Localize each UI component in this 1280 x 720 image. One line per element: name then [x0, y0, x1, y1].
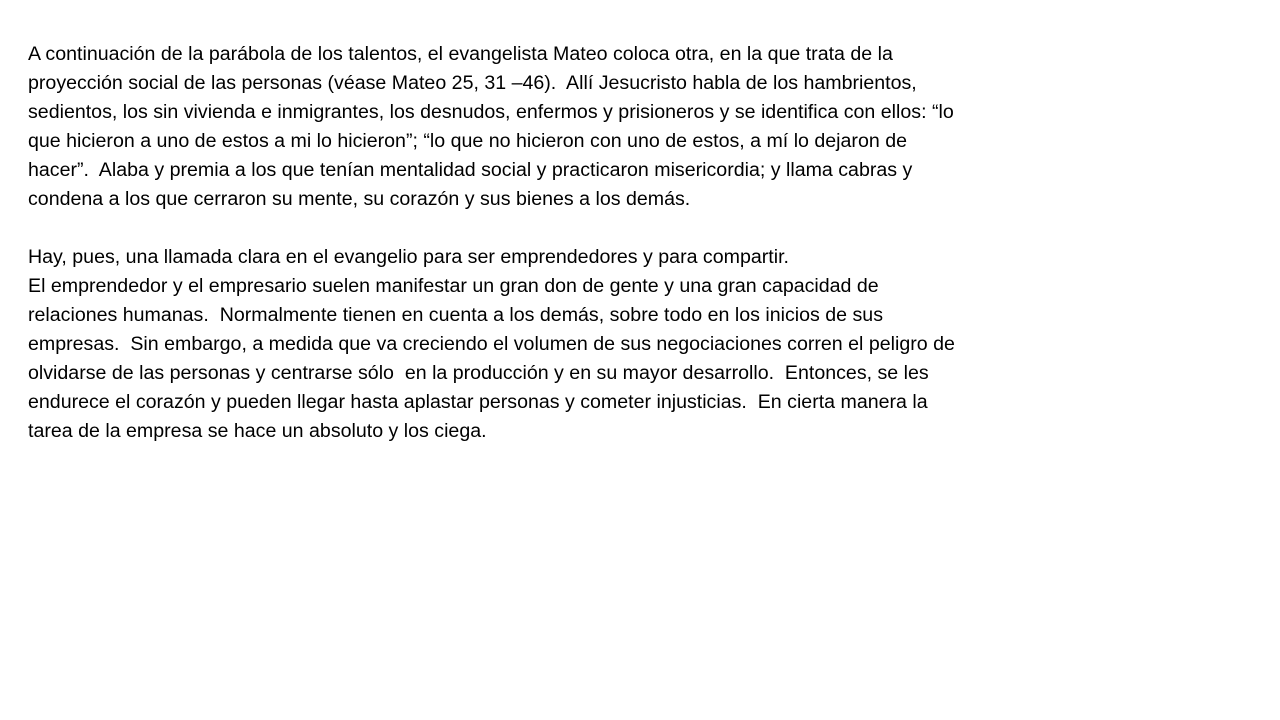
paragraph-spacer	[28, 214, 1108, 243]
text-line: endurece el corazón y pueden llegar hasta aplastar personas y cometer injusticias. En cierta manera la	[28, 391, 928, 413]
text-line: proyección social de las personas (véase Mateo 25, 31 –46). Allí Jesucristo habla de los hambrientos,	[28, 72, 917, 94]
text-line: hacer”. Alaba y premia a los que tenían mentalidad social y practicaron misericordia; y llama cabras y	[28, 159, 913, 181]
text-line: olvidarse de las personas y centrarse sólo en la producción y en su mayor desarrollo. Entonces, se les	[28, 362, 929, 384]
text-line: condena a los que cerraron su mente, su corazón y sus bienes a los demás.	[28, 188, 691, 210]
paragraph-entrepreneurs	[28, 243, 1108, 446]
text-line: sedientos, los sin vivienda e inmigrantes, los desnudos, enfermos y prisioneros y se identifica con ellos: “lo	[28, 101, 954, 123]
slide-text-body	[28, 40, 1108, 446]
text-line: Hay, pues, una llamada clara en el evangelio para ser emprendedores y para compartir.	[28, 246, 789, 268]
text-line: El emprendedor y el empresario suelen manifestar un gran don de gente y una gran capacidad de	[28, 275, 879, 297]
text-line: tarea de la empresa se hace un absoluto y los ciega.	[28, 420, 487, 442]
text-line: relaciones humanas. Normalmente tienen en cuenta a los demás, sobre todo en los inicios de sus	[28, 304, 883, 326]
paragraph-parable-talents	[28, 40, 1108, 214]
text-line: A continuación de la parábola de los talentos, el evangelista Mateo coloca otra, en la que trata de la	[28, 43, 893, 65]
text-line: empresas. Sin embargo, a medida que va creciendo el volumen de sus negociaciones corren el peligro de	[28, 333, 955, 355]
text-line: que hicieron a uno de estos a mi lo hicieron”; “lo que no hicieron con uno de estos, a mí lo dejaron de	[28, 130, 907, 152]
